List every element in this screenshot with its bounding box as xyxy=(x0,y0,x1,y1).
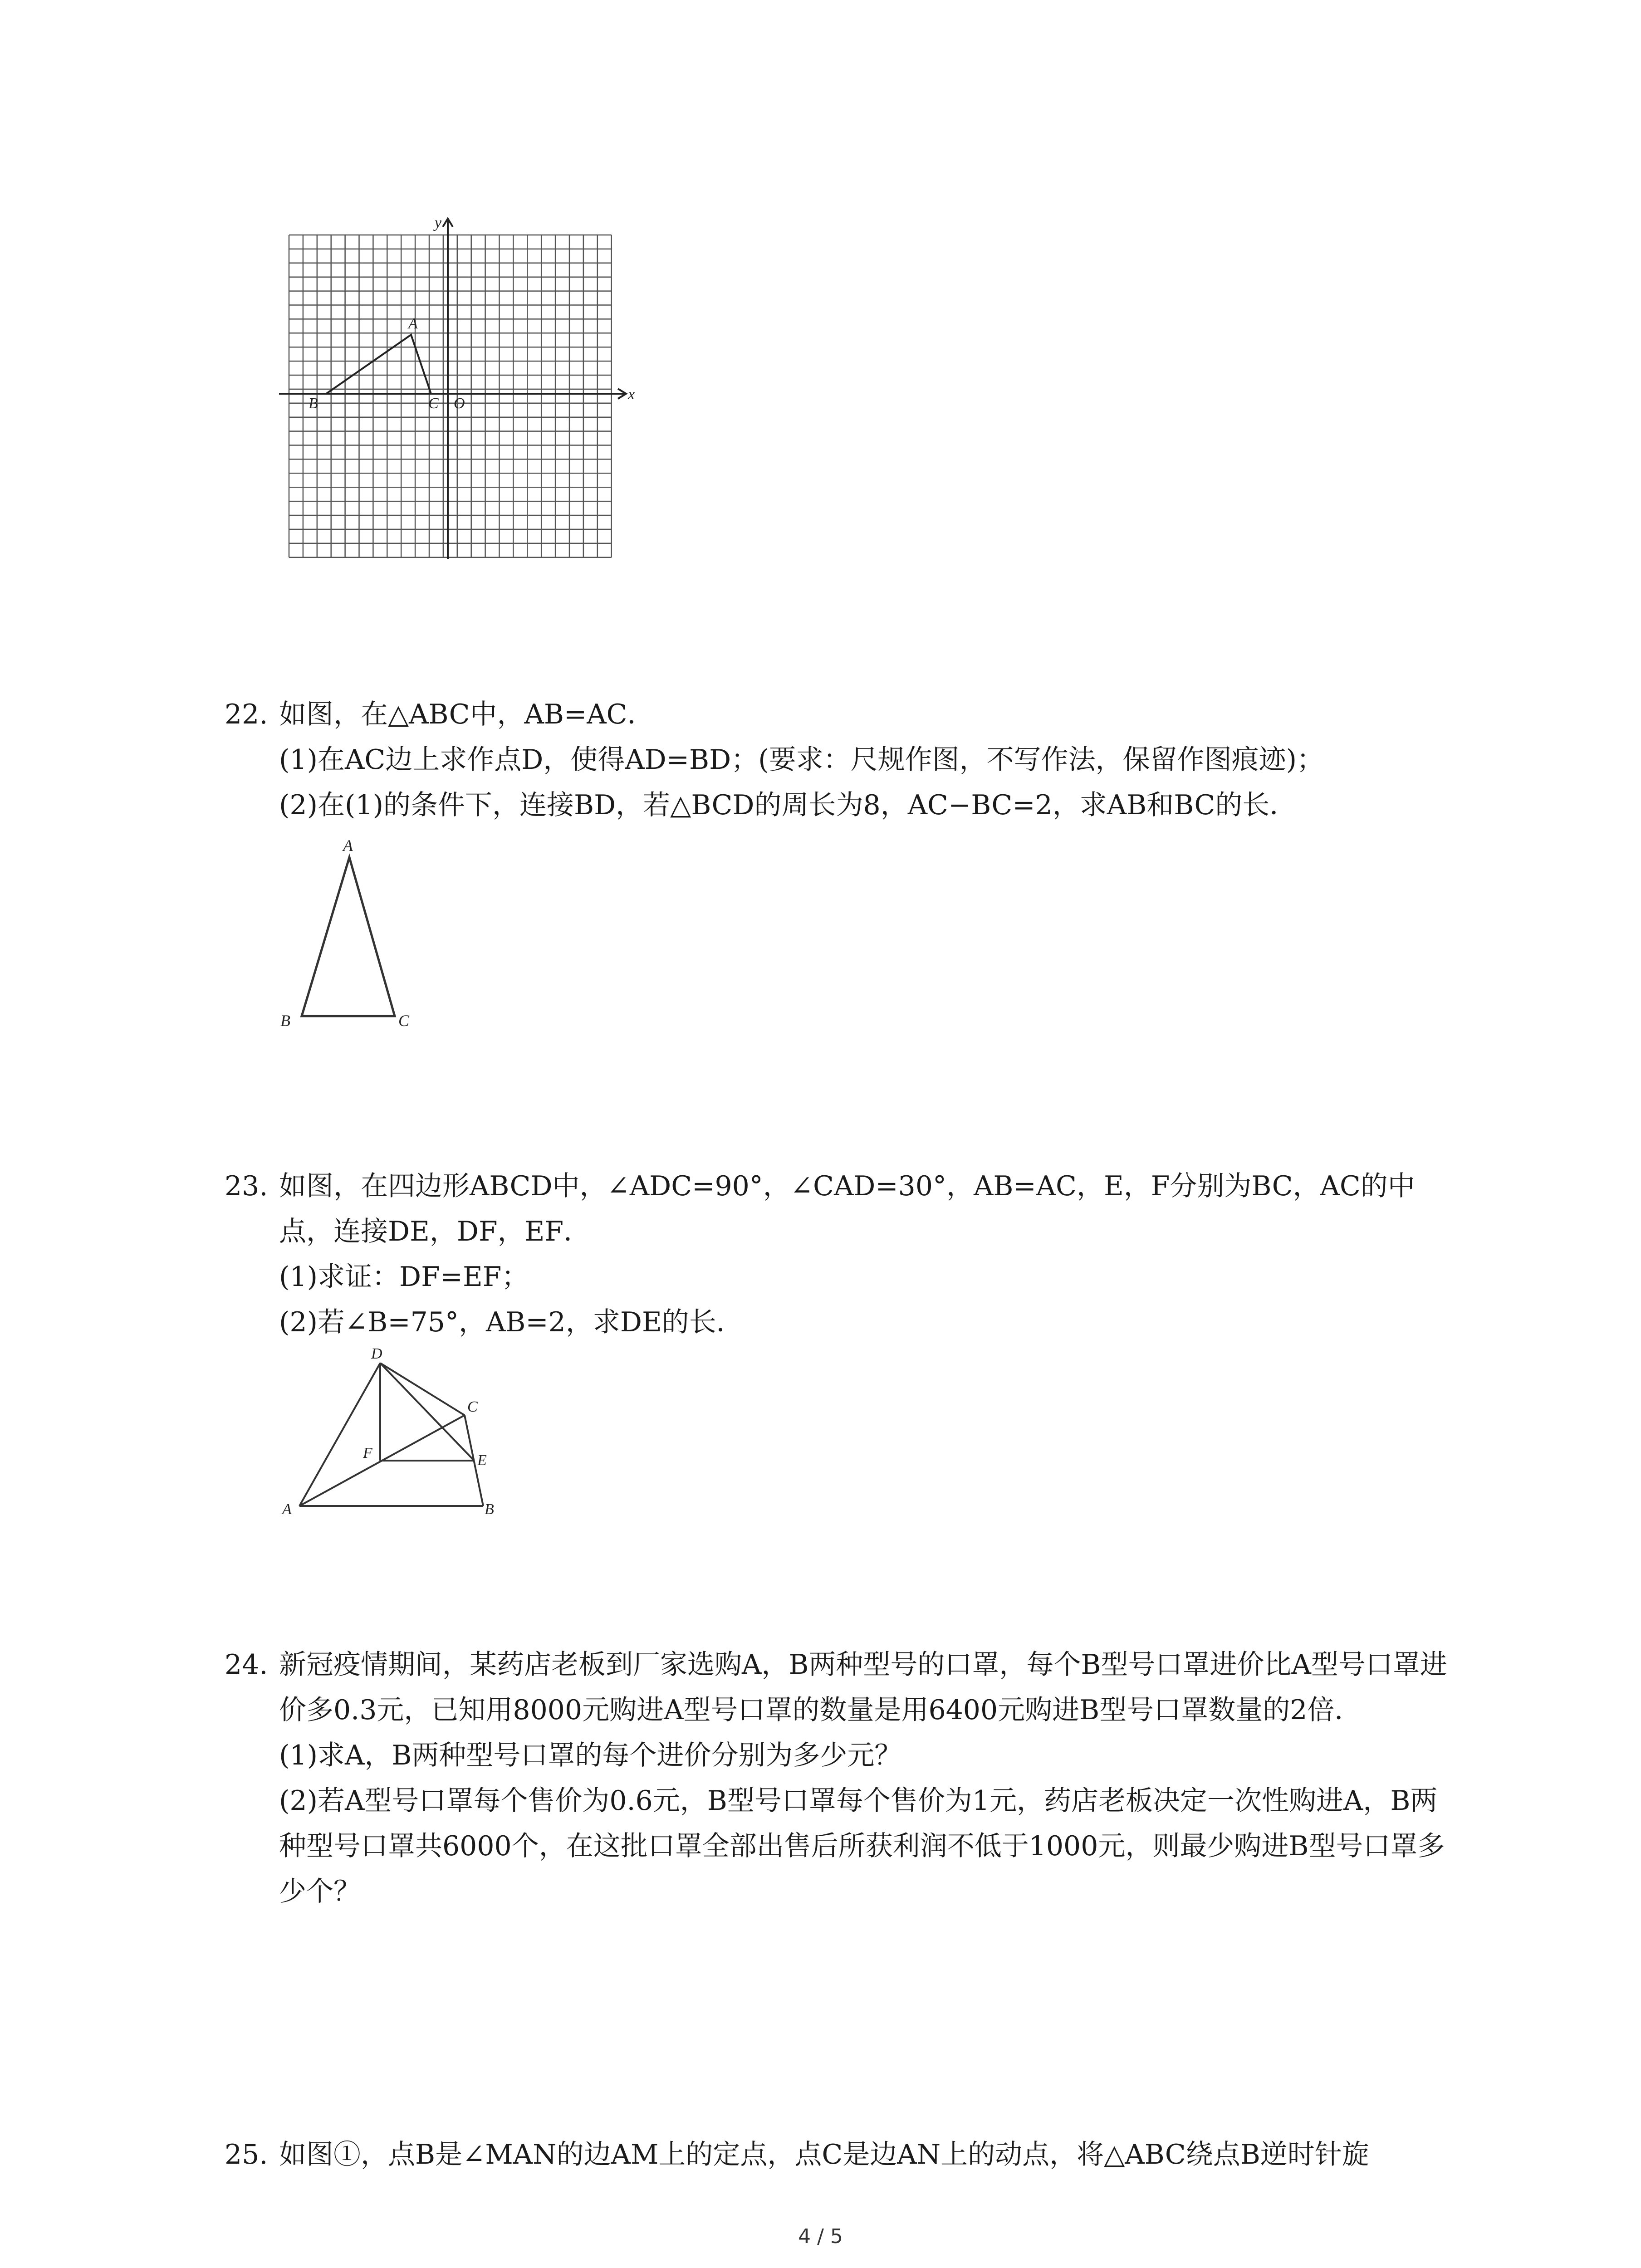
label-point-e: E xyxy=(477,1452,487,1469)
coordinate-grid-svg xyxy=(272,213,658,567)
question-number: 23. xyxy=(225,1170,268,1202)
question-24 xyxy=(225,1642,1463,1914)
label-y-axis: y xyxy=(435,215,442,231)
label-point-b: B xyxy=(309,395,318,412)
label-point-c: C xyxy=(467,1398,478,1415)
label-point-b: B xyxy=(280,1012,290,1030)
triangle-abc-svg xyxy=(272,830,426,1034)
grid-lines xyxy=(289,235,612,557)
label-point-b: B xyxy=(485,1501,494,1518)
label-point-f: F xyxy=(363,1445,372,1461)
question-part-2: (2)若A型号口罩每个售价为0.6元，B型号口罩每个售价为1元，药店老板决定一次性购进A，B两种型号口罩共6000个，在这批口罩全部出售后所获利润不低于1000元，则最少购进B型号口罩多少个？ xyxy=(279,1785,1445,1907)
question-part-2: (2)在(1)的条件下，连接BD，若△BCD的周长为8，AC−BC=2，求AB和BC的长． xyxy=(279,789,1297,821)
label-point-c: C xyxy=(428,395,439,412)
question-part-1: (1)求A，B两种型号口罩的每个进价分别为多少元？ xyxy=(279,1740,902,1771)
question-22 xyxy=(225,692,1463,828)
triangle-shape xyxy=(302,857,395,1016)
question-number: 22. xyxy=(225,699,268,730)
label-point-c: C xyxy=(398,1012,410,1030)
question-stem: 如图①，点B是∠MAN的边AM上的定点，点C是边AN上的动点，将△ABC绕点B逆时针旋 xyxy=(279,2139,1369,2170)
label-point-a: A xyxy=(343,836,353,855)
question-stem: 如图，在四边形ABCD中，∠ADC=90°，∠CAD=30°，AB=AC，E，F分别为BC，AC的中 xyxy=(279,1170,1415,1202)
question-part-1: (1)求证：DF=EF； xyxy=(279,1261,529,1293)
label-x-axis: x xyxy=(628,386,635,403)
quadrilateral-abcd-svg xyxy=(272,1338,526,1529)
question-25 xyxy=(225,2132,1463,2177)
quadrilateral-abcd-figure xyxy=(272,1338,526,1529)
page-number: 4 / 5 xyxy=(798,2225,843,2248)
question-part-2: (2)若∠B=75°，AB=2，求DE的长． xyxy=(279,1306,744,1338)
coordinate-grid-figure xyxy=(272,213,658,567)
question-number: 25. xyxy=(225,2139,268,2170)
question-stem: 新冠疫情期间，某药店老板到厂家选购A，B两种型号的口罩，每个B型号口罩进价比A型号口罩进价多0.3元，已知用8000元购进A型号口罩的数量是用6400元购进B型号口罩数量的2倍． xyxy=(279,1649,1447,1726)
label-origin-o: O xyxy=(454,395,465,412)
label-point-d: D xyxy=(371,1345,382,1362)
question-23 xyxy=(225,1163,1463,1345)
question-number: 24. xyxy=(225,1649,268,1681)
question-stem-cont: 点，连接DE，DF，EF． xyxy=(279,1216,591,1247)
label-point-a: A xyxy=(282,1501,292,1518)
question-part-1: (1)在AC边上求作点D，使得AD=BD；(要求：尺规作图，不写作法，保留作图痕迹)； xyxy=(279,744,1324,776)
label-point-a: A xyxy=(408,315,418,332)
triangle-abc-figure xyxy=(272,830,426,1034)
question-stem: 如图，在△ABC中，AB=AC． xyxy=(279,699,655,730)
